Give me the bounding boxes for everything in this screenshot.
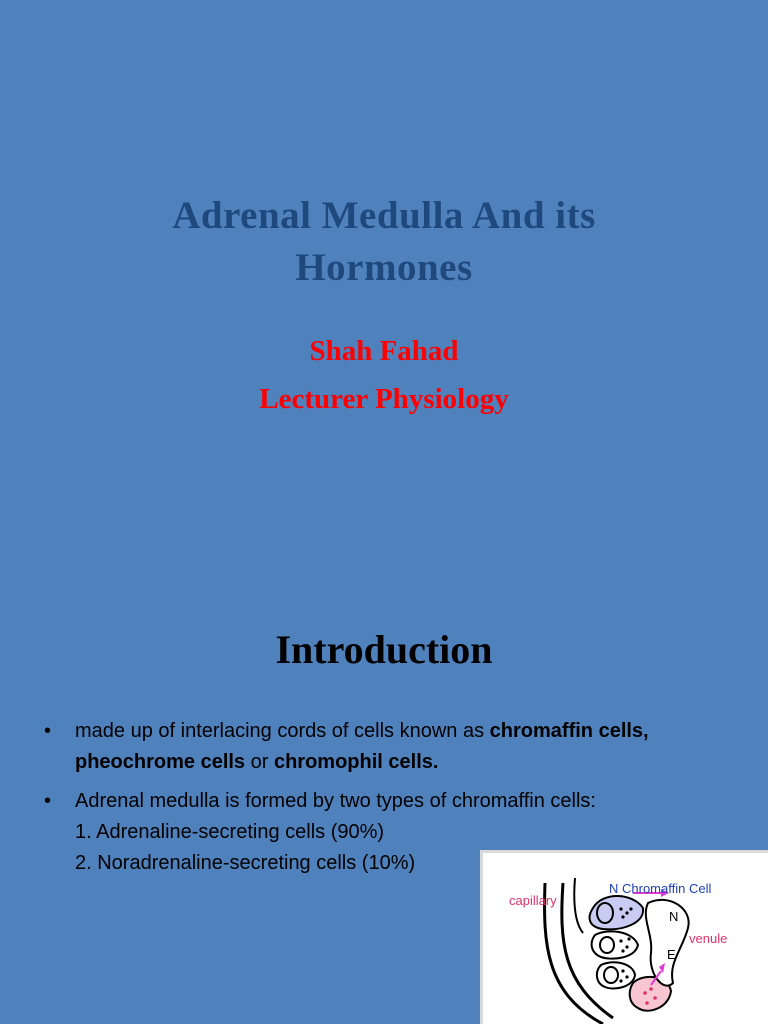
bullet2-line1: Adrenal medulla is formed by two types of chromaffin cells:: [75, 790, 596, 812]
slide-title-line2: Hormones: [295, 246, 473, 289]
bullet-dot: •: [44, 790, 52, 812]
bullet1-text-part2: or: [245, 751, 274, 773]
bullet-item-1: [44, 716, 724, 778]
n-label: N: [669, 909, 679, 924]
slide-title-line1: Adrenal Medulla And its: [172, 194, 596, 237]
e-label: E: [667, 947, 676, 962]
intro-title: Introduction: [275, 627, 493, 672]
chromaffin-cell-figure: [480, 850, 768, 1024]
bullet1-text-part1: made up of interlacing cords of cells known as: [75, 720, 490, 742]
intro-slide: [0, 576, 768, 1024]
figure-title-label: N Chromaffin Cell: [609, 881, 712, 896]
bullet-dot: •: [44, 720, 52, 742]
bullet1-bold-terms: chromaffin cells, pheochrome cells: [75, 720, 649, 773]
capillary-label: capillary: [509, 893, 557, 908]
author-name: Shah Fahad: [309, 335, 459, 367]
author-role: Lecturer Physiology: [259, 383, 509, 415]
bullet2-line2: 1. Adrenaline-secreting cells (90%): [75, 821, 385, 843]
bullet1-bold-term2: chromophil cells.: [273, 751, 439, 773]
slide-title: [0, 190, 768, 294]
bullet2-line3: 2. Noradrenaline-secreting cells (10%): [75, 852, 416, 874]
venule-label: venule: [689, 931, 728, 946]
bullet-text-1: [75, 716, 724, 778]
